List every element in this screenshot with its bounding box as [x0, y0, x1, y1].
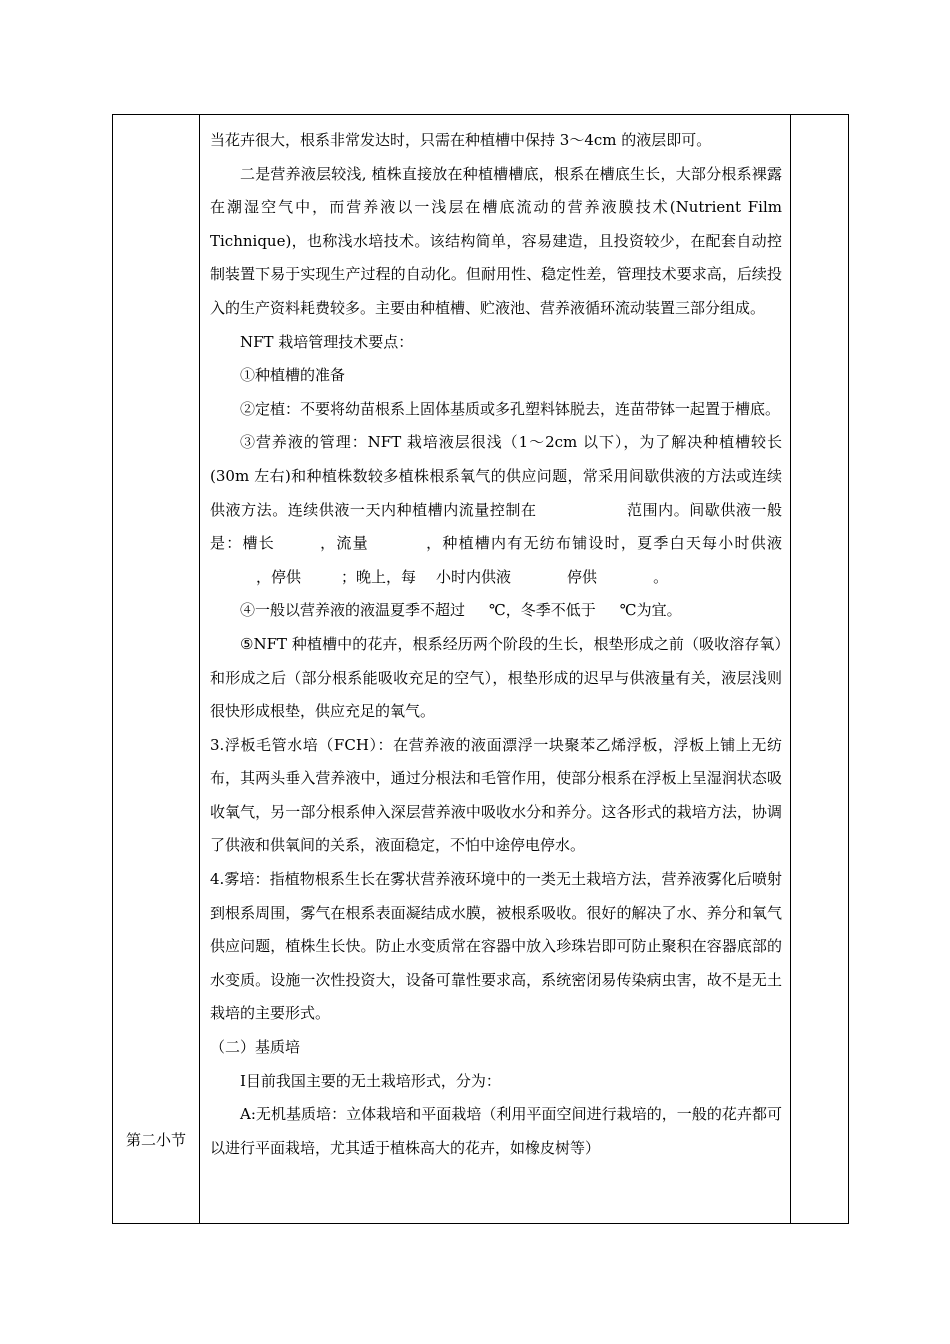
paragraph-heading: （二）基质培 [210, 1038, 301, 1057]
lesson-table [112, 114, 849, 1224]
text-run: ③营养液的管理：NFT 栽培液层很浅（1～2cm 以下），为了解决种植槽较长(30m 左右)和种植株数较多植株根系氧气的供应问题，常采用间歇供液的方法或连续供液方法。连续供液一天内种植槽内流量控制在 [210, 433, 782, 519]
paragraph: ②定植：不要将幼苗根系上固体基质或多孔塑料钵脱去，连苗带钵一起置于槽底。 [240, 399, 781, 418]
paragraph-temperature [210, 594, 782, 628]
text-run: ℃为宜。 [619, 601, 682, 620]
section-label: 第二小节 [125, 1131, 186, 1149]
text-run: ；晚上，每 [341, 567, 417, 586]
text-run: ，停供 [256, 567, 302, 586]
text-run: ℃，冬季不低于 [489, 601, 596, 620]
text-run: ④一般以营养液的液温夏季不超过 [240, 601, 466, 620]
content-cell [200, 115, 791, 1224]
paragraph: A:无机基质培：立体栽培和平面栽培（利用平面空间进行栽培的，一般的花卉都可以进行平面栽培，尤其适于植株高大的花卉，如橡皮树等） [210, 1105, 782, 1157]
text-run: 范围内。间歇供液一般是：槽长 [210, 500, 782, 553]
paragraph: ⑤NFT 种植槽中的花卉，根系经历两个阶段的生长，根垫形成之前（吸收溶存氧）和形成之后（部分根系能吸收充足的空气），根垫形成的迟早与供液量有关，液层浅则很快形成根垫，供应充足的氧气。 [210, 634, 782, 721]
paragraph-nft-management [210, 426, 782, 594]
notes-cell [791, 115, 849, 1224]
paragraph: 3.浮板毛管水培（FCH）：在营养液的液面漂浮一块聚苯乙烯浮板，浮板上铺上无纺布，其两头垂入营养液中，通过分根法和毛管作用，使部分根系在浮板上呈湿润状态吸收氧气，另一部分根系伸入深层营养液中吸收水分和养分。这各形式的栽培方法，协调了供液和供氧间的关系，液面稳定，不怕中途停电停水。 [210, 735, 782, 855]
text-run: 。 [653, 567, 669, 586]
section-cell [113, 115, 200, 1224]
table-row [113, 115, 849, 1224]
text-run: 小时内供液 [436, 567, 512, 586]
paragraph: 当花卉很大，根系非常发达时，只需在种植槽中保持 3～4cm 的液层即可。 [210, 131, 712, 149]
paragraph: ①种植槽的准备 [240, 366, 346, 385]
text-run: ，种植槽内有无纺布铺设时，夏季白天每小时供液 [424, 534, 782, 553]
paragraph: 二是营养液层较浅, 植株直接放在种植槽槽底，根系在槽底生长，大部分根系裸露在潮湿空气中，而营养液以一浅层在槽底流动的营养液膜技术(Nutrient Film Tichnique)，也称浅水培技术。该结构简单，容易建造，且投资较少，在配套自动控制装置下易于实现生产过程的自动化。但耐用性、稳定性差，管理技术要求高，后续投入的生产资料耗费较多。主要由种植槽、贮液池、营养液循环流动装置三部分组成。 [210, 164, 782, 317]
paragraph: 4.雾培：指植物根系生长在雾状营养液环境中的一类无土栽培方法，营养液雾化后喷射到根系周围，雾气在根系表面凝结成水膜，被根系吸收。很好的解决了水、养分和氧气供应问题，植株生长快。防止水变质常在容器中放入珍珠岩即可防止聚积在容器底部的水变质。设施一次性投资大，设备可靠性要求高，系统密闭易传染病虫害，故不是无土栽培的主要形式。 [210, 870, 782, 1023]
text-run: 停供 [567, 567, 598, 586]
content-body [200, 115, 790, 1165]
paragraph: NFT 栽培管理技术要点： [240, 332, 414, 351]
paragraph: Ⅰ目前我国主要的无土栽培形式，分为： [240, 1071, 501, 1090]
text-run: ，流量 [318, 534, 369, 553]
